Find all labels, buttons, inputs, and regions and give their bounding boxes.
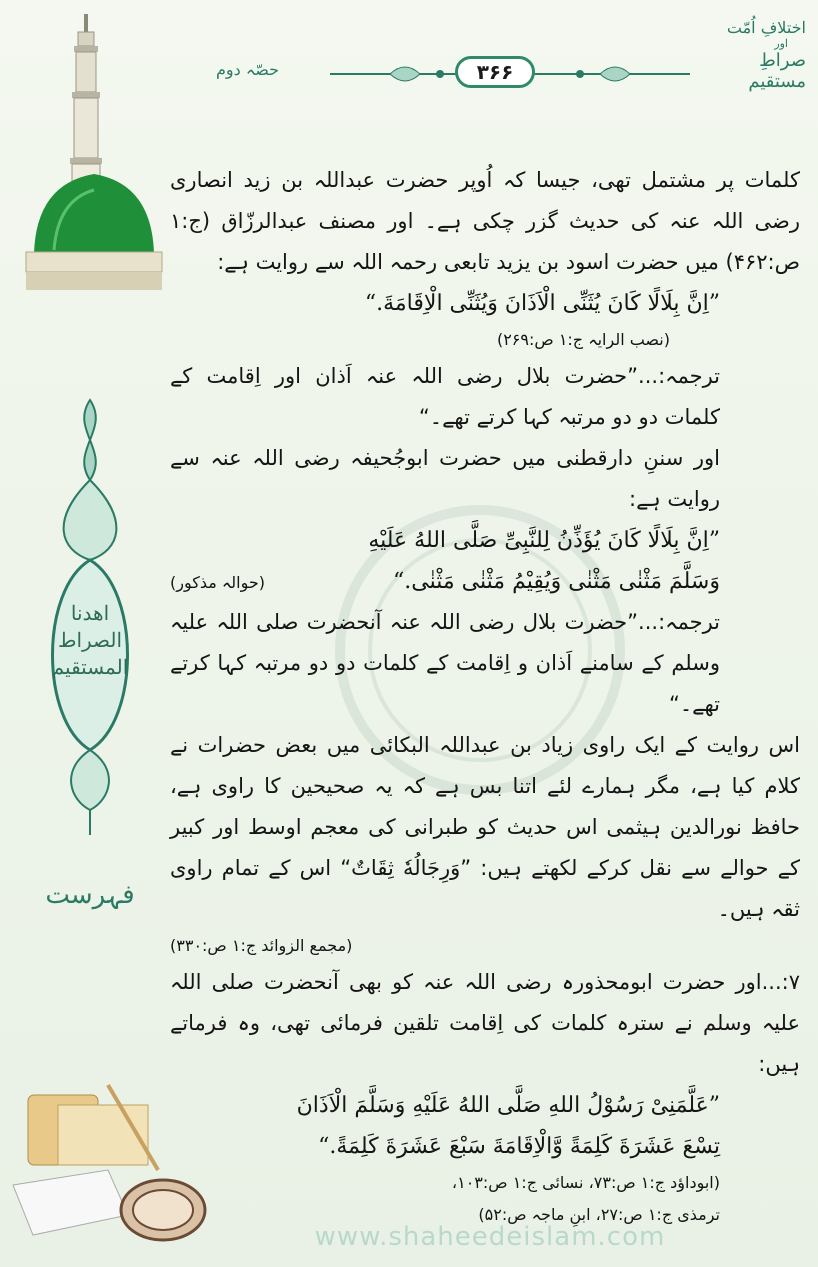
arabic-quote-1: ”اِنَّ بِلَالًا کَانَ یُثَنِّی الْاَذَانَ وَیُثَنِّی الْاِقَامَةَ.“	[364, 291, 720, 316]
translation-2: ترجمہ:...”حضرت بلال رضی اللہ عنہ آنحضرت صلی اللہ علیہ وسلم کے سامنے اَذان و اِقامت کے کلمات دو دو مرتبہ کہا کرتے تھے۔“	[170, 610, 720, 716]
arabic-quote-3-line1: ”عَلَّمَنِیْ رَسُوْلُ اللهِ صَلَّی اللهُ عَلَیْهِ وَسَلَّمَ الْاَذَانَ	[296, 1093, 720, 1118]
page-content	[170, 160, 800, 1231]
part-label: حصّہ دوم	[216, 60, 279, 79]
mosque-dome-illustration	[14, 14, 164, 294]
arabic-quote-3-line2: تِسْعَ عَشَرَةَ كَلِمَةً وَّالْاِقَامَةَ سَبْعَ عَشَرَةَ كَلِمَةً.“	[318, 1134, 720, 1159]
page-number: ۳۶۶	[455, 56, 535, 88]
reference-3: (مجمع الزوائد ج:۱ ص:۳۳۰)	[170, 936, 353, 955]
paragraph-1: کلمات پر مشتمل تھی، جیسا کہ اُوپر حضرت عبداللہ بن زید انصاری رضی اللہ عنہ کی حدیث گزر چکی ہے۔ اور مصنف عبدالرزّاق (ج:۱ ص:۴۶۲) میں حضرت اسود بن یزید تابعی رحمہ اللہ سے روایت ہے:	[170, 168, 800, 274]
reference-2: (حوالہ مذکور)	[170, 573, 265, 592]
translation-1: ترجمہ:...”حضرت بلال رضی اللہ عنہ اَذان اور اِقامت کے کلمات دو دو مرتبہ کہا کرتے تھے۔“	[170, 364, 720, 429]
reference-1: (نصب الرایہ ج:۱ ص:۲۶۹)	[496, 330, 670, 349]
reference-4-line2: ترمذی ج:۱ ص:۲۷، ابنِ ماجہ ص:۵۲)	[478, 1205, 720, 1224]
ornament-calligraphy: اھدنا الصراط المستقیم	[51, 601, 129, 679]
arabic-quote-2-line2: وَسَلَّمَ مَثْنٰی مَثْنٰی وَیُقِیْمُ مَثْنٰی مَثْنٰی.“	[393, 569, 720, 594]
book-title-line2: اور	[774, 37, 788, 50]
index-link[interactable]: فہرست	[45, 880, 135, 910]
paragraph-2: اور سننِ دارقطنی میں حضرت ابوجُحیفہ رضی اللہ عنہ سے روایت ہے:	[170, 446, 720, 511]
arabic-quote-2-line1: ”اِنَّ بِلَالًا کَانَ یُؤَذِّنُ لِلنَّبِیِّ صَلَّی اللهُ عَلَیْهِ	[368, 528, 720, 553]
website-url[interactable]: www.shaheedeislam.com	[314, 1222, 666, 1252]
book-title	[706, 18, 806, 92]
paragraph-4: ۷:...اور حضرت ابومحذورہ رضی اللہ عنہ کو بھی آنحضرت صلی اللہ علیہ وسلم نے سترہ کلمات کی اِقامت تلقین فرمائی تھی، وہ فرماتے ہیں:	[170, 970, 800, 1076]
book-title-line1: اختلافِ اُمّت	[726, 18, 806, 37]
reference-4-line1: (ابوداؤد ج:۱ ص:۷۳، نسائی ج:۱ ص:۱۰۳،	[451, 1173, 720, 1192]
book-title-line3: صراطِ مستقیم	[748, 50, 806, 92]
paragraph-3: اس روایت کے ایک راوی زیاد بن عبداللہ البکائی میں بعض حضرات نے کلام کیا ہے، مگر ہمارے لئے اتنا بس ہے کہ یہ صحیحین کا راوی ہے، حافظ نورالدین ہیثمی اس حدیث کو طبرانی کی معجم اوسط اور کبیر کے حوالے سے نقل کرکے لکھتے ہیں: ”وَرِجَالُهٗ ثِقَاتٌ“ اس کے تمام راوی ثقہ ہیں۔	[170, 733, 800, 921]
arabic-quote-2-row	[170, 561, 800, 602]
